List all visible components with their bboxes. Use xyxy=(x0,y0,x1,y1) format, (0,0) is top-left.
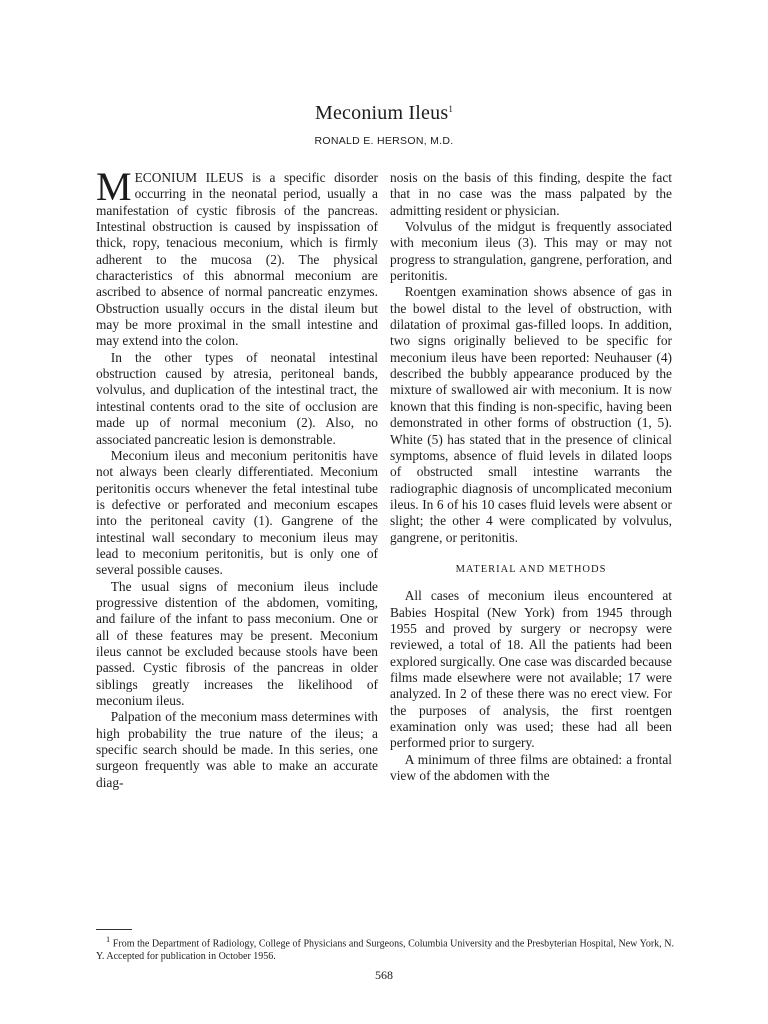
footnote xyxy=(96,934,674,963)
left-paragraph-1-text: is a specific disorder occurring in the neonatal period, usually a manifestation of cystic fibrosis of the pancreas. Intestinal obstruction is caused by inspissation of thick, ropy, tenacious meconium, which is firmly adherent to the mucosa (2). The physical characteristics of this abnormal meconium are ascribed to absence of normal pancreatic enzymes. Obstruction usually occurs in the distal ileum but may be more proximal in the small intestine and may extend into the colon. xyxy=(96,170,378,349)
section-heading-material-and-methods: MATERIAL AND METHODS xyxy=(455,563,607,575)
footnote-marker: 1 xyxy=(106,935,111,944)
left-paragraph-4: The usual signs of meconium ileus include progressive distention of the abdomen, vomiting, and failure of the infant to pass meconium. One or all of these features may be present. Meconium ileus cannot be excluded because stools have been passed. Cystic fibrosis of the pancreas in older siblings greatly increases the likelihood of meconium ileus. xyxy=(96,578,378,708)
drop-cap: M xyxy=(96,164,132,209)
title-footnote-marker: 1 xyxy=(448,104,454,114)
author-byline: RONALD E. HERSON, M.D. xyxy=(314,135,454,147)
right-paragraph-1: nosis on the basis of this finding, despite the fact that in no case was the mass palpated by the admitting resident or physician. xyxy=(390,170,672,218)
right-paragraph-3: Roentgen examination shows absence of gas in the bowel distal to the level of obstruction, with dilatation of proximal gas-filled loops. In addition, two signs originally believed to be specific for meconium ileus have been reported: Neuhauser (4) described the bubbly appearance produced by the mixture of swallowed air with meconium. It is now known that this finding is non-specific, having been demonstrated in other forms of obstruction (1, 5). White (5) has stated that in the presence of clinical symptoms, absence of fluid levels in dilated loops of obstructed small intestine warrants the radiographic diagnosis of uncomplicated meconium ileus. In 6 of his 10 cases fluid levels were absent or slight; the other 4 were complicated by volvulus, gangrene, or peritonitis. xyxy=(390,284,672,545)
page-number: 568 xyxy=(375,968,393,982)
article-title xyxy=(0,102,768,125)
footnote-divider xyxy=(96,929,132,930)
right-paragraph-4: All cases of meconium ileus encountered at Babies Hospital (New York) from 1945 through 1955 and proved by surgery or necropsy were reviewed, a total of 18. All the patients had been explored surgically. One case was discarded because films made elsewhere were not available; 17 were analyzed. In 2 of these there was no erect view. For the purposes of analysis, the first roentgen examination only was used; these had all been performed prior to surgery. xyxy=(390,588,672,751)
right-paragraph-2: Volvulus of the midgut is frequently associated with meconium ileus (3). This may or may not progress to strangulation, gangrene, perforation, and peritonitis. xyxy=(390,219,672,284)
left-paragraph-2: In the other types of neonatal intestinal obstruction caused by atresia, peritoneal bands, volvulus, and duplication of the intestinal tract, the intestinal contents orad to the site of occlusion are made up of normal meconium (2). Also, no associated pancreatic lesion is demonstrable. xyxy=(96,349,378,447)
right-paragraph-5: A minimum of three films are obtained: a frontal view of the abdomen with the xyxy=(390,751,672,784)
left-paragraph-3: Meconium ileus and meconium peritonitis have not always been clearly differentiated. Meconium peritonitis occurs whenever the fetal intestinal tube is defective or perforated and meconium escapes into the peritoneal cavity (1). Gangrene of the intestinal wall secondary to meconium ileus may lead to meconium peritonitis, but is only one of several possible causes. xyxy=(96,447,378,578)
lead-in-small-caps: ECONIUM ILEUS xyxy=(134,170,244,185)
left-paragraph-5: Palpation of the meconium mass determines with high probability the true nature of the ileus; a specific search should be made. In this series, one surgeon frequently was able to make an accurate diag- xyxy=(96,709,378,790)
footnote-text: From the Department of Radiology, College of Physicians and Surgeons, Columbia University and the Presbyterian Hospital, New York, N. Y. Accepted for publication in October 1956. xyxy=(96,938,674,962)
right-column xyxy=(390,170,672,784)
article-title-text: Meconium Ileus xyxy=(314,102,449,124)
left-paragraph-1 xyxy=(96,164,378,350)
left-column xyxy=(96,164,378,791)
